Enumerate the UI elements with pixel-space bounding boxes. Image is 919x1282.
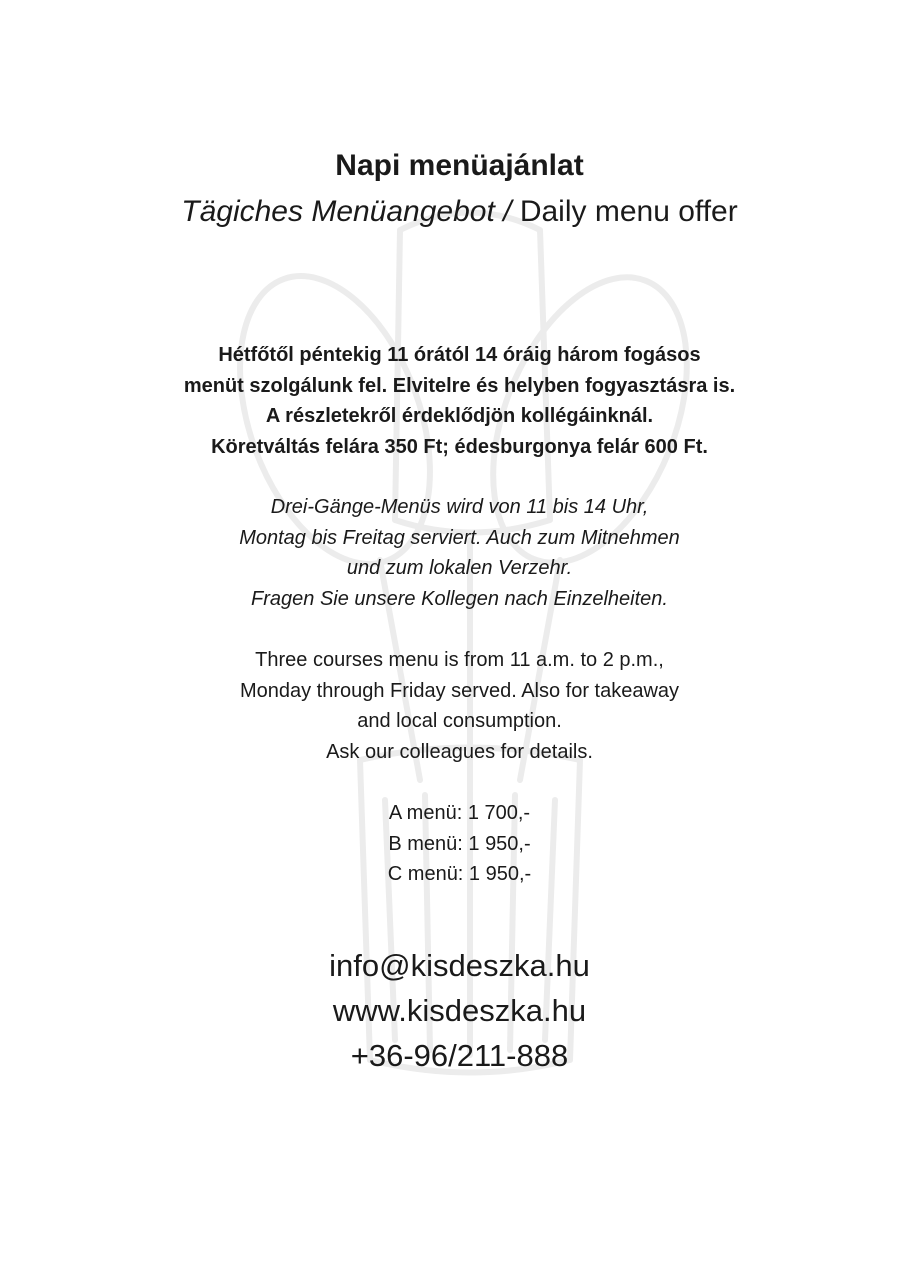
price-b-menu: B menü: 1 950,- — [388, 832, 531, 855]
info-line: Hétfőtől péntekig 11 órától 14 óráig három fogásos — [218, 344, 701, 366]
price-list — [0, 798, 919, 890]
info-line: und zum lokalen Verzehr. — [346, 557, 573, 579]
page-subtitle — [0, 192, 919, 232]
info-line: Köretváltás felára 350 Ft; édesburgonya felár 600 Ft. — [211, 435, 708, 458]
info-line: and local consumption. — [357, 710, 562, 732]
info-english — [0, 645, 919, 767]
info-line: Monday through Friday served. Also for takeaway — [239, 679, 680, 702]
contact-email[interactable]: info@kisdeszka.hu — [329, 948, 590, 983]
info-line: Three courses menu is from 11 a.m. to 2 p.m., — [255, 649, 664, 671]
contact-info — [0, 943, 919, 1078]
page-title: Napi menüajánlat — [335, 149, 584, 182]
info-line: Fragen Sie unsere Kollegen nach Einzelheiten. — [251, 587, 668, 610]
subtitle-english: Daily menu offer — [511, 195, 738, 228]
info-line: Drei-Gänge-Menüs wird von 11 bis 14 Uhr, — [270, 496, 649, 518]
info-hungarian — [0, 340, 919, 462]
contact-website[interactable]: www.kisdeszka.hu — [332, 993, 587, 1028]
info-german — [0, 492, 919, 614]
info-line: Montag bis Freitag serviert. Auch zum Mitnehmen — [239, 526, 680, 549]
price-a-menu: A menü: 1 700,- — [388, 802, 531, 824]
info-line: A részletekről érdeklődjön kollégáinknál. — [265, 405, 654, 427]
info-line: menüt szolgálunk fel. Elvitelre és helyben fogyasztásra is. — [183, 374, 736, 397]
info-line: Ask our colleagues for details. — [326, 740, 593, 763]
price-c-menu: C menü: 1 950,- — [387, 863, 532, 885]
contact-phone[interactable]: +36-96/211-888 — [350, 1038, 569, 1073]
subtitle-german: Tägiches Menüangebot / — [181, 195, 512, 228]
